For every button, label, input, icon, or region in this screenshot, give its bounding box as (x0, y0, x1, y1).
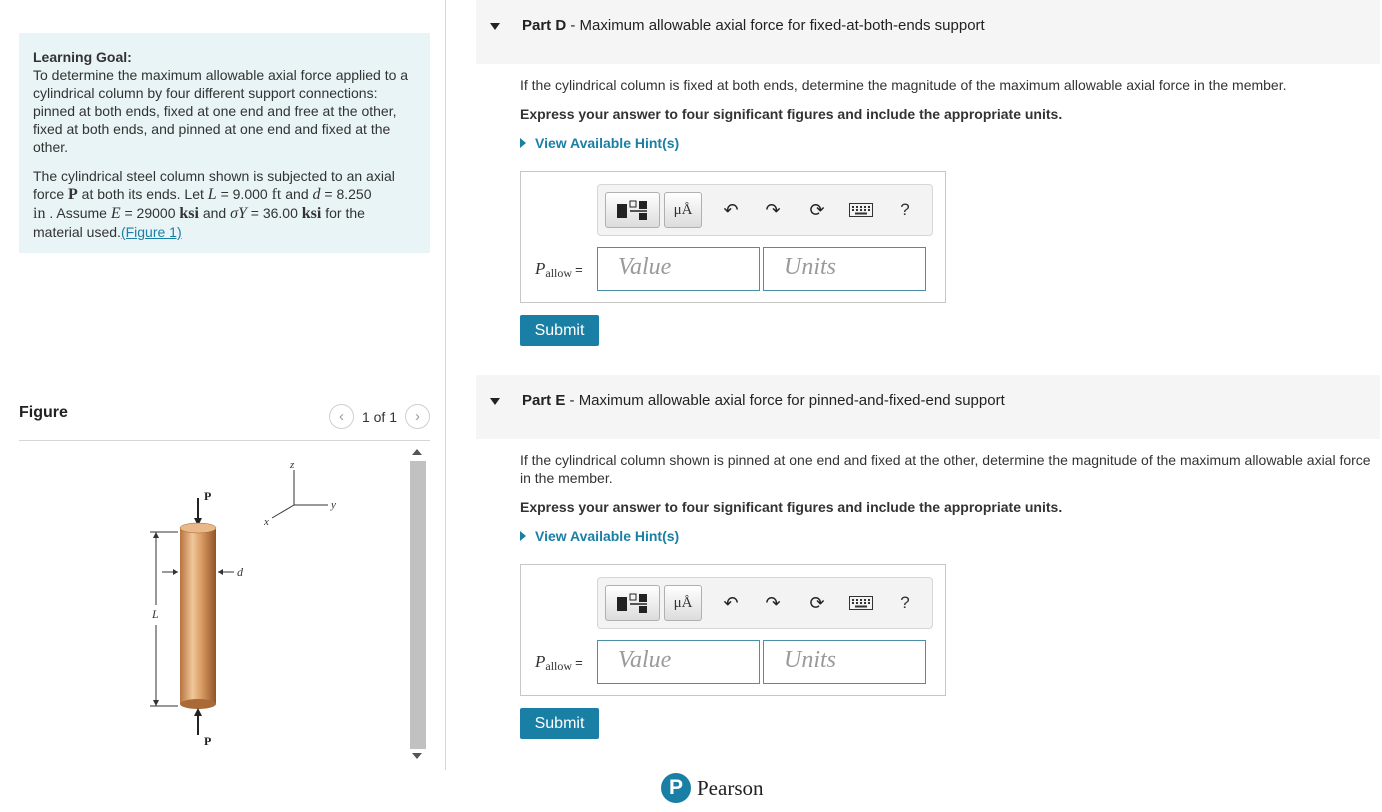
axes-triad (272, 470, 328, 518)
figure-link[interactable]: (Figure 1) (120, 224, 182, 240)
scroll-up-arrow-icon[interactable] (412, 449, 422, 455)
part-e-title-text: - Maximum allowable axial force for pinned-and-fixed-end support (565, 392, 1005, 409)
part-e-answer-box (520, 564, 946, 696)
var-main: P (535, 259, 546, 278)
part-e-title (522, 392, 1005, 409)
math-toolbar (597, 184, 933, 236)
axis-label-z: z (290, 459, 295, 471)
statement-text: = 36.00 (246, 205, 302, 221)
statement-text: for the material used. (33, 205, 365, 240)
var-subscript: allow (545, 266, 573, 280)
units-button[interactable] (664, 192, 702, 228)
left-panel (0, 0, 446, 812)
column-divider (445, 0, 446, 770)
templates-button[interactable] (605, 192, 660, 228)
learning-goal-box (19, 33, 430, 253)
value-input[interactable]: Value (597, 247, 760, 291)
scrollbar-thumb[interactable] (410, 461, 426, 749)
part-e-instruction: Express your answer to four significant figures and include the appropriate units. (520, 499, 1063, 515)
statement-text: at both its ends. Let (77, 186, 208, 202)
part-d-answer-box (520, 171, 946, 303)
templates-icon (613, 591, 653, 615)
statement-text: = 29000 (120, 205, 180, 221)
units-icon: μÅ (673, 201, 693, 218)
axis-label-y: y (331, 499, 336, 511)
collapse-caret-icon[interactable] (490, 398, 500, 405)
statement-text: and (198, 205, 231, 221)
force-label-top: P (204, 489, 212, 503)
templates-icon (613, 198, 653, 222)
unit-ksi: ksi (179, 205, 199, 222)
pearson-icon: P (661, 773, 691, 803)
var-sigma-y: σY (230, 205, 247, 222)
part-d-instruction: Express your answer to four significant figures and include the appropriate units. (520, 106, 1063, 122)
statement-text: The cylindrical steel column shown is subjected to an axial force (33, 168, 395, 202)
unit-ksi: ksi (301, 205, 322, 222)
dimension-label-d: d (237, 565, 243, 579)
pearson-logo[interactable] (661, 773, 764, 803)
units-icon: μÅ (673, 594, 693, 611)
part-d-submit-button[interactable]: Submit (520, 315, 599, 346)
var-subscript: allow (545, 659, 573, 673)
help-icon[interactable]: ? (900, 200, 910, 219)
part-d-label: Part D (522, 17, 567, 34)
next-figure-button[interactable] (405, 404, 430, 429)
hint-label: View Available Hint(s) (535, 528, 680, 544)
part-d-question: If the cylindrical column is fixed at both ends, determine the magnitude of the maximum allowable axial force in the member. (520, 77, 1287, 93)
part-d-title-text: - Maximum allowable axial force for fixed-at-both-ends support (566, 17, 985, 34)
part-e-submit-button[interactable]: Submit (520, 708, 599, 739)
part-e-question: If the cylindrical column shown is pinned at one end and fixed at the other, determine the magnitude of the maximum allowable axial force in the member. (520, 452, 1371, 486)
keyboard-icon[interactable] (848, 592, 874, 614)
units-button[interactable] (664, 585, 702, 621)
keyboard-icon[interactable] (848, 199, 874, 221)
units-input[interactable]: Units (763, 247, 926, 291)
dimension-label-L: L (152, 607, 159, 621)
reset-icon[interactable]: ⟳ (809, 592, 825, 613)
statement-text: = 9.000 (216, 186, 272, 202)
answer-variable-label (535, 652, 583, 674)
answer-variable-label (535, 259, 583, 281)
force-label-bottom: P (204, 734, 212, 748)
equals-sign: = (575, 655, 583, 670)
chevron-left-icon: ‹ (338, 408, 344, 425)
collapse-caret-icon[interactable] (490, 23, 500, 30)
part-d-body (520, 76, 1380, 152)
statement-text: . Assume (45, 205, 111, 221)
part-e-label: Part E (522, 392, 566, 409)
learning-goal-title: Learning Goal: (33, 49, 132, 65)
figure-title: Figure (19, 404, 68, 421)
reset-icon[interactable]: ⟳ (809, 199, 825, 220)
expand-triangle-icon (520, 531, 526, 541)
help-icon[interactable]: ? (900, 593, 910, 612)
figure-header (19, 400, 430, 430)
column-figure (120, 450, 380, 770)
problem-statement (33, 167, 416, 241)
part-e-body (520, 451, 1380, 545)
undo-icon[interactable]: ↶ (723, 199, 739, 220)
part-e-hint-toggle[interactable] (520, 527, 1380, 545)
redo-icon[interactable]: ↷ (765, 199, 781, 220)
var-E: E (110, 205, 121, 222)
statement-text: and (281, 186, 313, 202)
units-input[interactable]: Units (763, 640, 926, 684)
math-toolbar (597, 577, 933, 629)
templates-button[interactable] (605, 585, 660, 621)
prev-figure-button[interactable] (329, 404, 354, 429)
figure-page-count: 1 of 1 (361, 408, 397, 425)
part-e-header[interactable] (476, 375, 1380, 439)
expand-triangle-icon (520, 138, 526, 148)
pearson-wordmark: Pearson (697, 775, 764, 800)
unit-ft: ft (271, 186, 282, 203)
figure-pager (329, 404, 430, 429)
equals-sign: = (575, 262, 583, 277)
statement-text: = 8.250 (320, 186, 372, 202)
hint-label: View Available Hint(s) (535, 135, 680, 151)
var-main: P (535, 652, 546, 671)
undo-icon[interactable]: ↶ (723, 592, 739, 613)
figure-divider (19, 440, 430, 441)
var-d: d (312, 186, 321, 203)
figure-scrollbar[interactable] (408, 445, 428, 765)
chevron-right-icon: › (415, 408, 420, 425)
column-top (180, 523, 216, 533)
redo-icon[interactable]: ↷ (765, 592, 781, 613)
part-d-header[interactable] (476, 0, 1380, 64)
value-input[interactable]: Value (597, 640, 760, 684)
part-d-title (522, 17, 985, 34)
scroll-down-arrow-icon[interactable] (412, 753, 422, 759)
column-body (180, 528, 216, 704)
var-P: P (68, 186, 78, 203)
column-bottom (180, 699, 216, 709)
part-d-hint-toggle[interactable] (520, 134, 1380, 152)
learning-goal-text: To determine the maximum allowable axial force applied to a cylindrical column by four different support connections: pinned at both ends, fixed at one end and free at the other, fixed at both ends, and pinned at one end and fixed at the other. (33, 67, 409, 155)
unit-in: in (33, 205, 46, 222)
axis-label-x: x (264, 516, 269, 528)
var-L: L (207, 186, 217, 203)
